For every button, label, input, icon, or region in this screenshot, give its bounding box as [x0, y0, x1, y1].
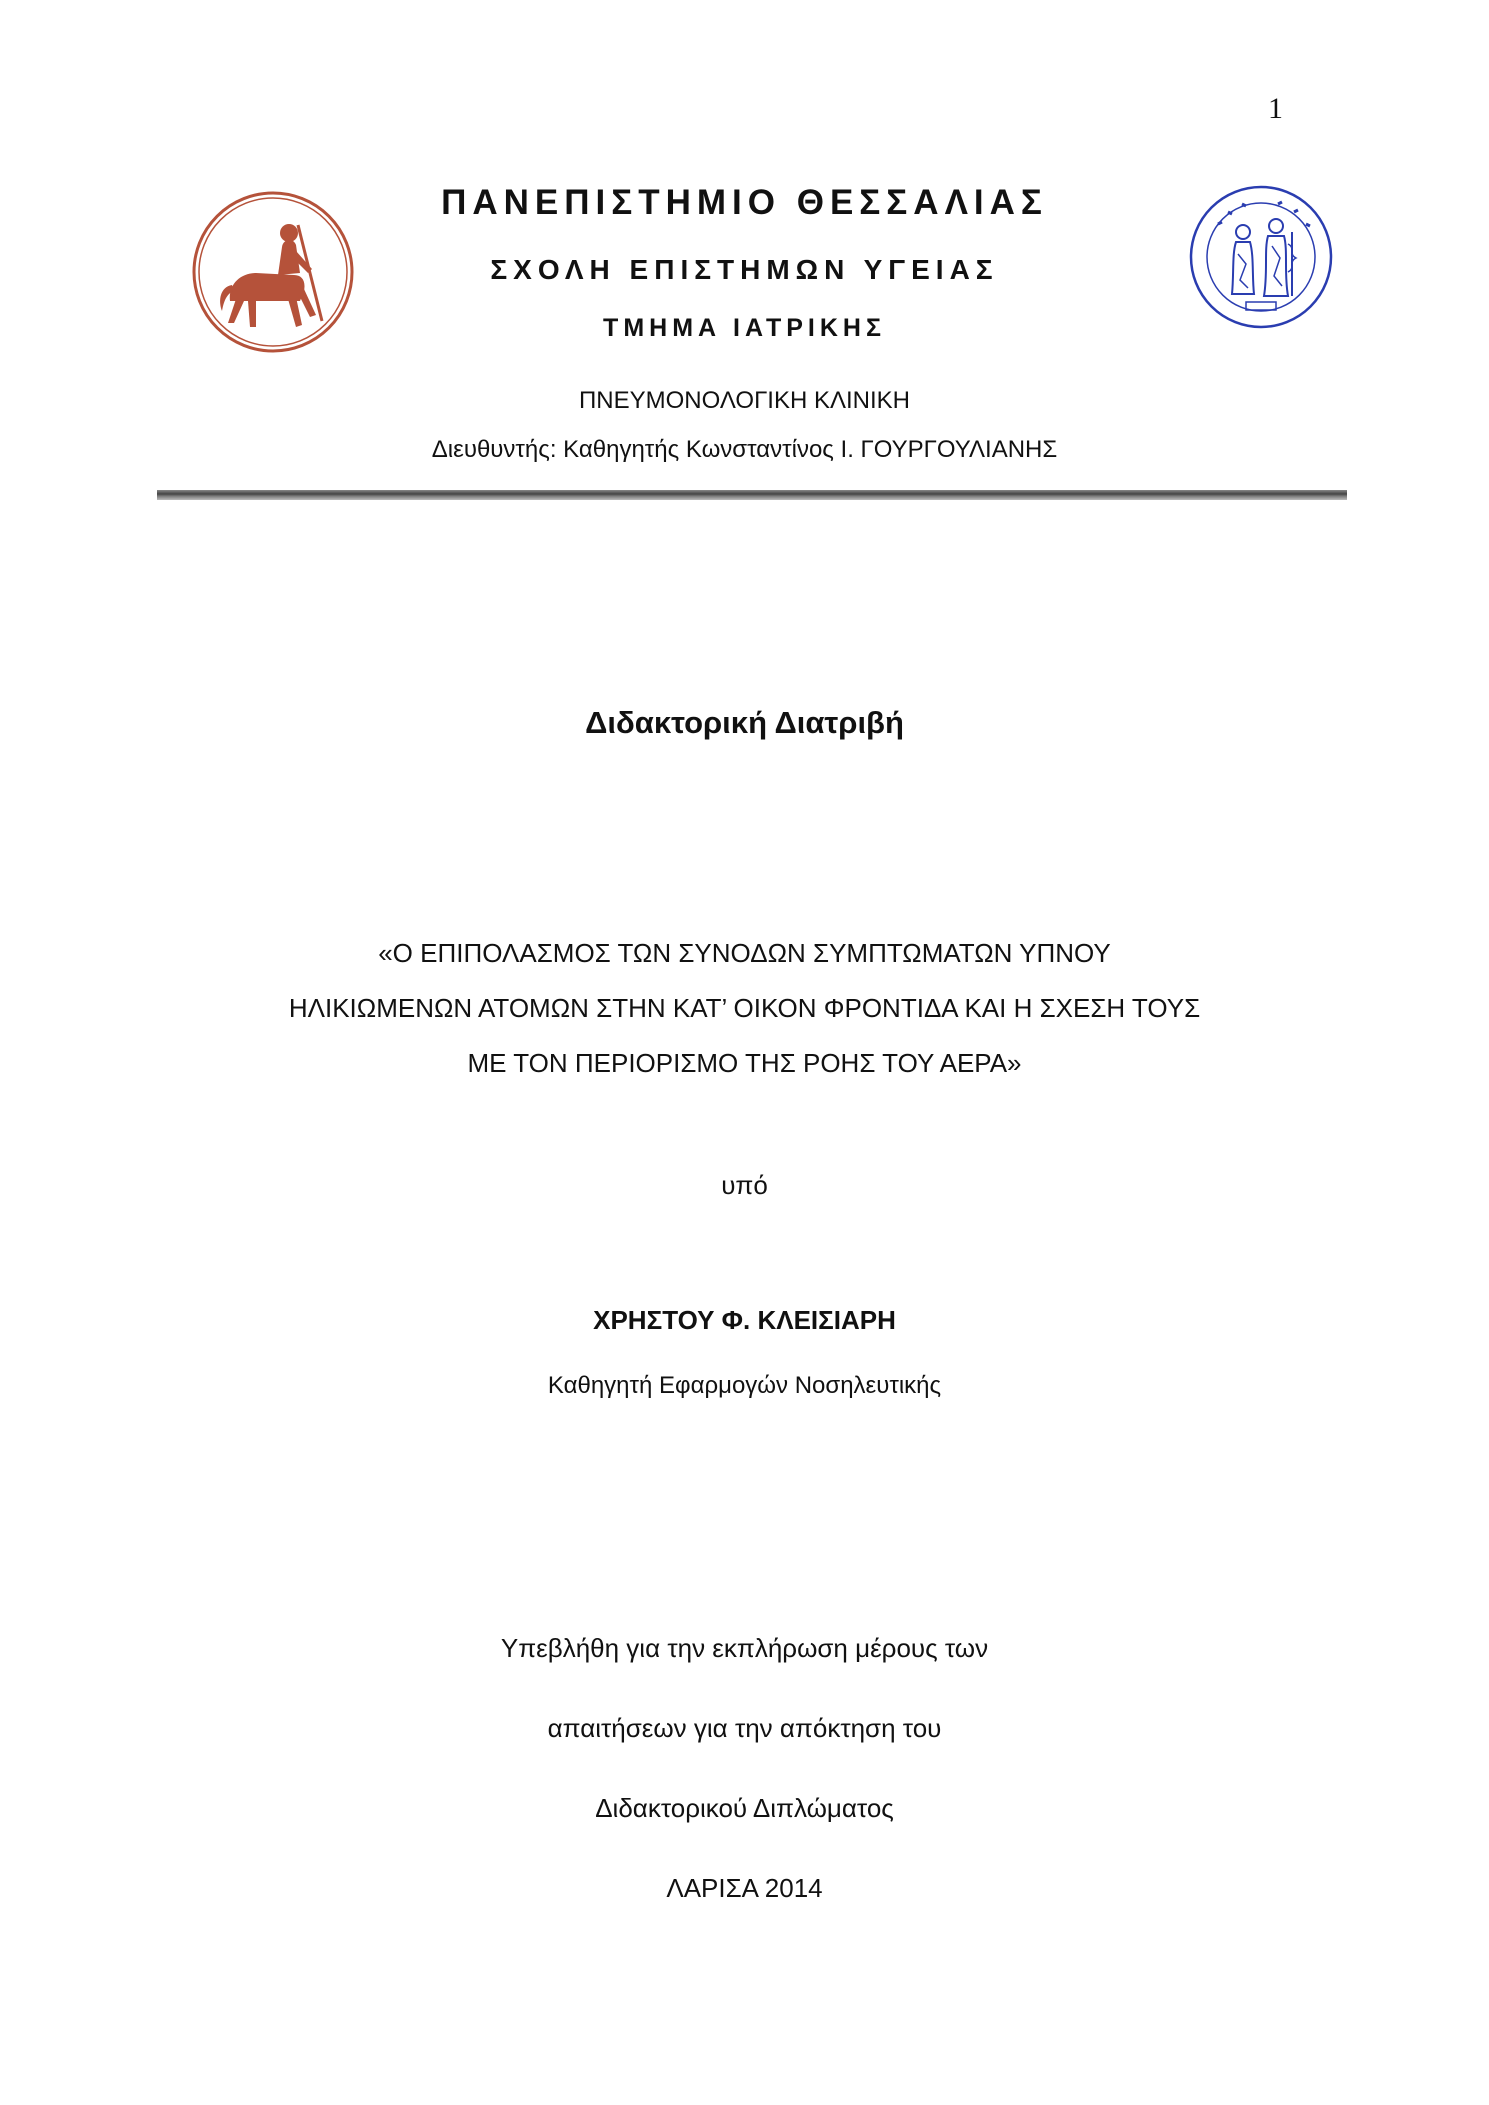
- author-name: ΧΡΗΣΤΟΥ Φ. ΚΛΕΙΣΙΑΡΗ: [593, 1305, 896, 1335]
- header-divider: [157, 490, 1347, 500]
- page-number: 1: [1268, 92, 1283, 125]
- document-type: Διδακτορική Διατριβή: [585, 705, 904, 740]
- clinic-name: ΠΝΕΥΜΟΝΟΛΟΓΙΚΗ ΚΛΙΝΙΚΗ: [578, 387, 911, 414]
- place-year: ΛΑΡΙΣΑ 2014: [666, 1873, 823, 1903]
- thesis-title-line-1: «Ο ΕΠΙΠΟΛΑΣΜΟΣ ΤΩΝ ΣΥΝΟΔΩΝ ΣΥΜΠΤΩΜΑΤΩΝ ΥΠΝΟΥ: [378, 938, 1111, 968]
- thesis-title-line-3: ΜΕ ΤΟΝ ΠΕΡΙΟΡΙΣΜΟ ΤΗΣ ΡΟΗΣ ΤΟΥ ΑΕΡΑ»: [467, 1048, 1022, 1078]
- author-role: Καθηγητή Εφαρμογών Νοσηλευτικής: [547, 1372, 942, 1399]
- department-name: ΤΜΗΜΑ ΙΑΤΡΙΚΗΣ: [603, 314, 886, 342]
- director-line: Διευθυντής: Καθηγητής Κωνσταντίνος Ι. ΓΟΥΡΓΟΥΛΙΑΝΗΣ: [431, 436, 1058, 463]
- university-name: ΠΑΝΕΠΙΣΤΗΜΙΟ ΘΕΣΣΑΛΙΑΣ: [441, 183, 1048, 222]
- submission-line-3: Διδακτορικού Διπλώματος: [595, 1793, 894, 1823]
- thesis-title-line-2: ΗΛΙΚΙΩΜΕΝΩΝ ΑΤΟΜΩΝ ΣΤΗΝ ΚΑΤ’ ΟΙΚΟΝ ΦΡΟΝΤΙΔΑ ΚΑΙ Η ΣΧΕΣΗ ΤΟΥΣ: [288, 993, 1201, 1023]
- submission-line-2: απαιτήσεων για την απόκτηση του: [547, 1713, 942, 1743]
- submission-line-1: Υπεβλήθη για την εκπλήρωση μέρους των: [500, 1633, 989, 1663]
- by-label: υπό: [721, 1170, 768, 1200]
- school-name: ΣΧΟΛΗ ΕΠΙΣΤΗΜΩΝ ΥΓΕΙΑΣ: [490, 254, 999, 285]
